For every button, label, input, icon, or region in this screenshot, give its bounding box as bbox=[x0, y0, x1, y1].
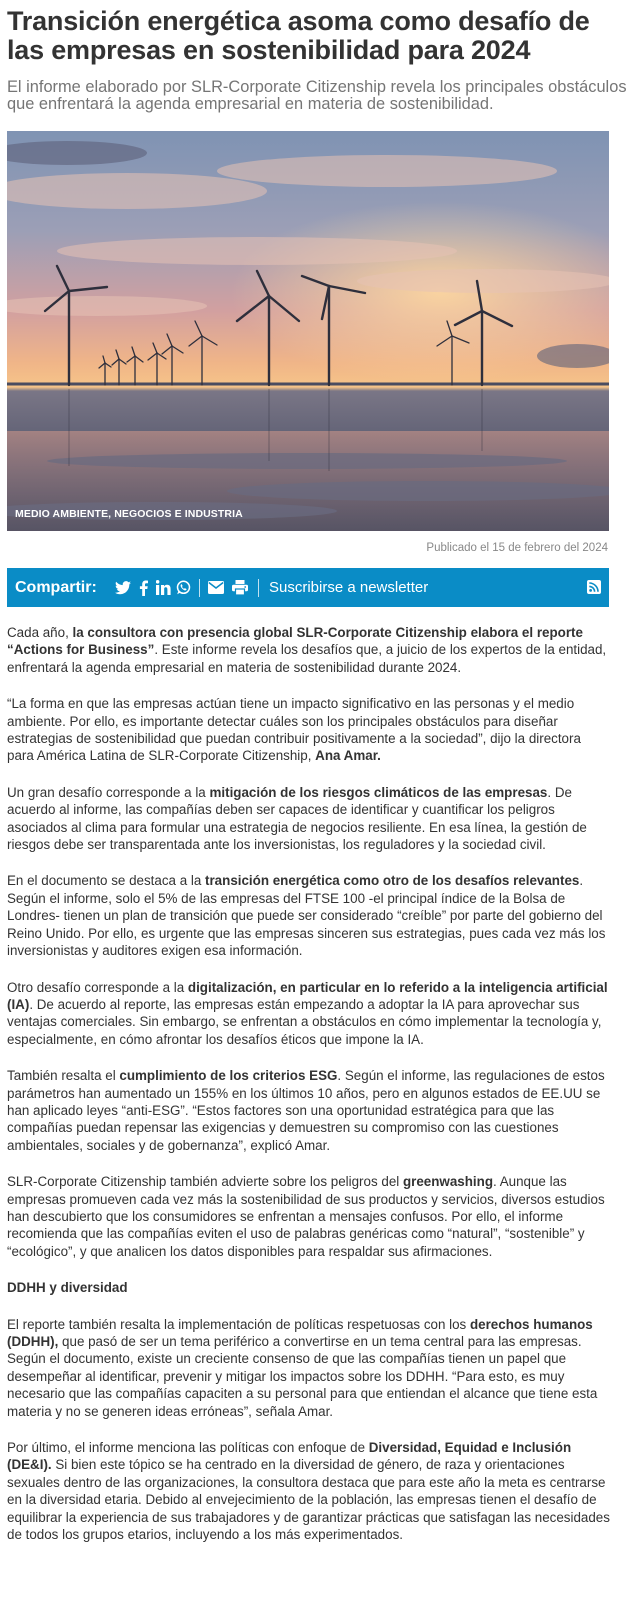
paragraph: También resalta el cumplimiento de los criterios ESG. Según el informe, las regulaciones de estos parámetros han aumentado un 155% en los últimos 10 años, pero en algunos estados de EE.UU se han aplicado leyes “anti-ESG”. “Estos factores son una oportunidad estratégica para que las compañías puedan repensar las exigencias y demuestren su compromiso con las cuestiones ambientales, sociales y de gobernanza”, explicó Amar. bbox=[7, 1068, 605, 1153]
email-icon[interactable] bbox=[206, 578, 226, 598]
article-body bbox=[7, 624, 610, 1562]
wind-turbines-sunset-photo bbox=[7, 131, 609, 531]
paragraph: Cada año, la consultora con presencia global SLR-Corporate Citizenship elabora el reporte “Actions for Business”. Este informe revela los desafíos que, a juicio de los expertos de la entidad, enfrentará la agenda empresarial en materia de sostenibilidad durante 2024. bbox=[7, 625, 607, 675]
linkedin-icon[interactable] bbox=[153, 578, 173, 598]
paragraph: Un gran desafío corresponde a la mitigación de los riesgos climáticos de las empresas. De acuerdo al informe, las compañías deben ser capaces de identificar y cuantificar los peligros asociados al clima para formular una estrategia de negocios resiliente. En esa línea, la gestión de riesgos debe ser transparentada ante los inversionistas, los reguladores y la sociedad civil. bbox=[7, 784, 587, 853]
hero-image bbox=[7, 131, 609, 531]
paragraph: “La forma en que las empresas actúan tiene un impacto significativo en las personas y el medio ambiente. Por ello, es importante detectar cuáles son los principales obstáculos para diseñar estrategias de sostenibilidad que puedan contribuir positivamente a la sociedad”, dijo la directora para América Latina de SLR-Corporate Citizenship, Ana Amar. bbox=[7, 696, 581, 764]
share-bar bbox=[7, 568, 609, 607]
article-title: Transición energética asoma como desafío de las empresas en sostenibilidad para 2024 bbox=[7, 6, 590, 65]
paragraph: El reporte también resalta la implementación de políticas respetuosas con los derechos humanos (DDHH), que pasó de ser un tema periférico a convertirse en un tema central para las empresas. Según el documento, existe un creciente consenso de que las compañías tienen un papel que desempeñar al identificar, prevenir y mitigar los impactos sobre los DDHH. “Para esto, es muy necesario que las compañías capaciten a su personal para que entiendan el alcance que tiene esta materia y no se generen ideas erróneas”, señala Amar. bbox=[7, 1316, 598, 1419]
category-tag[interactable]: MEDIO AMBIENTE, NEGOCIOS E INDUSTRIA bbox=[15, 508, 243, 520]
whatsapp-icon[interactable] bbox=[173, 578, 193, 598]
facebook-icon[interactable] bbox=[133, 578, 153, 598]
section-heading: DDHH y diversidad bbox=[7, 1280, 128, 1296]
paragraph: SLR-Corporate Citizenship también advierte sobre los peligros del greenwashing. Aunque las empresas promueven cada vez más la sostenibilidad de sus productos y servicios, diversos estudios han descubierto que los consumidores se enfrentan a mensajes confusos. Por ello, el informe recomienda que las compañías eviten el uso de palabras genéricas como “natural”, “sostenible” y “ecológico”, y que analicen los datos disponibles para respaldar sus afirmaciones. bbox=[7, 1174, 605, 1259]
share-label: Compartir: bbox=[15, 578, 97, 596]
share-icons bbox=[113, 578, 265, 598]
paragraph: Otro desafío corresponde a la digitalización, en particular en lo referido a la inteligencia artificial (IA). De acuerdo al reporte, las empresas están empezando a adoptar la IA para aprovechar sus ventajas comerciales. Sin embargo, se enfrentan a obstáculos en cómo implementar la tecnología y, especialmente, en cómo afrontar los desafíos éticos que impone la IA. bbox=[7, 979, 608, 1047]
rss-icon[interactable] bbox=[587, 580, 601, 599]
newsletter-link[interactable]: Suscribirse a newsletter bbox=[269, 579, 429, 596]
twitter-icon[interactable] bbox=[113, 578, 133, 598]
divider bbox=[199, 579, 200, 597]
paragraph: En el documento se destaca a la transición energética como otro de los desafíos relevantes. Según el informe, solo el 5% de las empresas del FTSE 100 -el principal índice de la Bolsa de Londres- tienen un plan de transición que puede ser considerado “creíble” por parte del gobierno del Reino Unido. Por ello, es urgente que las empresas sinceren sus estrategias, pues cada vez más los inversionistas y auditores exigen esa información. bbox=[7, 873, 606, 959]
paragraph: Por último, el informe menciona las políticas con enfoque de Diversidad, Equidad e Inclusión (DE&I). Si bien este tópico se ha centrado en la diversidad de género, de raza y orientaciones sexuales dentro de las organizaciones, la consultora destaca que para este año la meta es centrarse en la diversidad etaria. Debido al envejecimiento de la población, las empresas tienen el desafío de equilibrar la experiencia de sus trabajadores y de garantizar prácticas que satisfagan las necesidades de todos los grupos etarios, incluyendo a los más experimentados. bbox=[7, 1440, 610, 1543]
divider bbox=[258, 579, 259, 597]
publish-date: Publicado el 15 de febrero del 2024 bbox=[426, 542, 608, 554]
print-icon[interactable] bbox=[230, 578, 250, 598]
article-subtitle: El informe elaborado por SLR-Corporate Citizenship revela los principales obstáculos que enfrentará la agenda empresarial en materia de sostenibilidad. bbox=[7, 78, 627, 113]
